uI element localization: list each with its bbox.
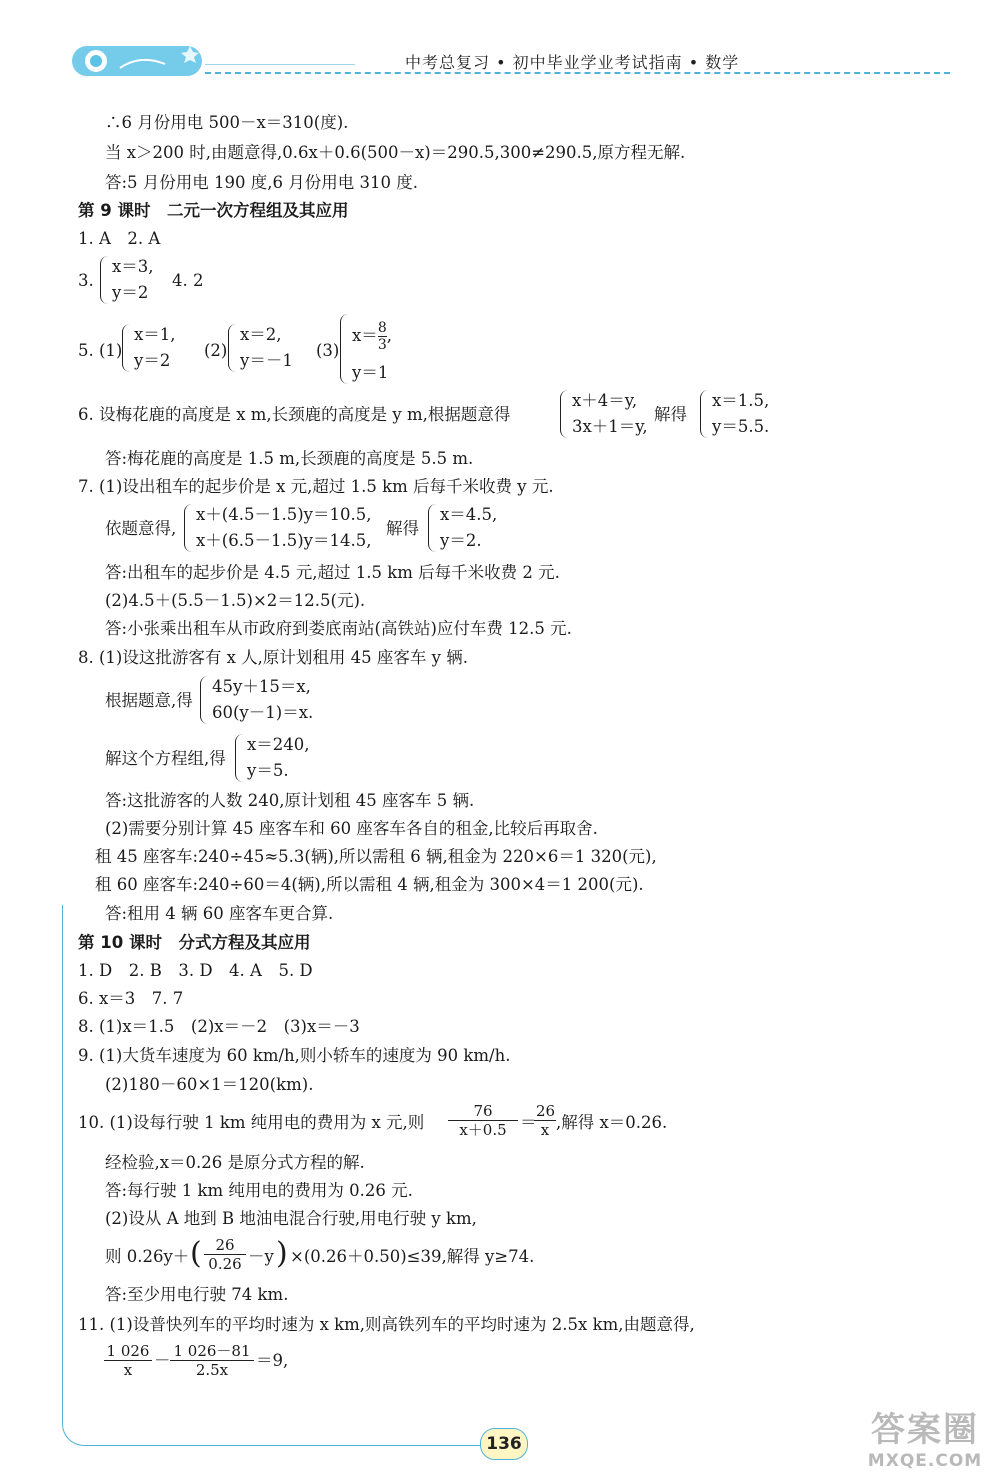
- equation: x＝3,: [112, 257, 154, 276]
- text-line: 解得: [654, 405, 687, 424]
- text-line: 6. x＝3 7. 7: [78, 989, 184, 1008]
- text-line: －: [154, 1351, 171, 1370]
- equation-system: [122, 324, 192, 372]
- equation-system: [235, 734, 325, 782]
- equation: y＝2: [112, 283, 149, 302]
- text-line: 8. (1)x＝1.5 (2)x＝－2 (3)x＝－3: [78, 1017, 360, 1036]
- text-line: ＝: [520, 1113, 537, 1132]
- equation: x＝240,: [247, 735, 310, 754]
- equation-system: [100, 256, 160, 304]
- equation: 3x＋1＝y,: [572, 417, 648, 436]
- equation-system: [184, 504, 384, 552]
- page-number: 136: [480, 1428, 528, 1460]
- text-line: 依题意得,: [105, 519, 177, 538]
- text-line: (2): [204, 341, 228, 360]
- fraction: $\frac{76}{x+0.5}$: [448, 1102, 518, 1139]
- page-header: [0, 0, 1000, 100]
- equation: y＝5.5.: [712, 417, 770, 436]
- text-line: ,解得 x＝0.26.: [556, 1113, 668, 1132]
- equation: y＝－1: [240, 351, 293, 370]
- fraction: $\frac{26}{x}$: [536, 1102, 556, 1139]
- text-line: 1. D 2. B 3. D 4. A 5. D: [78, 961, 313, 980]
- equation: y＝2.: [440, 531, 482, 550]
- text-line: 答:5 月份用电 190 度,6 月份用电 310 度.: [105, 173, 419, 192]
- text-line: 答:租用 4 辆 60 座客车更合算.: [105, 904, 334, 923]
- text-line: (2)设从 A 地到 B 地油电混合行驶,用电行驶 y km,: [105, 1209, 477, 1228]
- fraction: $\frac{1 026-81}{2.5x}$: [170, 1342, 254, 1379]
- text-line: 当 x＞200 时,由题意得,0.6x＋0.6(500－x)＝290.5,300≠290.5,原方程无解.: [105, 143, 686, 162]
- section-heading: 第 10 课时 分式方程及其应用: [78, 933, 311, 952]
- text-line: 3.: [78, 271, 94, 290]
- equation: x＝4.5,: [440, 505, 498, 524]
- equation: x＝2,: [240, 325, 282, 344]
- equation: 60(y－1)＝x.: [212, 703, 314, 722]
- text-line: 8. (1)设这批游客有 x 人,原计划租用 45 座客车 y 辆.: [78, 648, 468, 667]
- equation: x＝1.5,: [712, 391, 770, 410]
- header-accent-line: [205, 64, 355, 65]
- text-line: 6. 设梅花鹿的高度是 x m,长颈鹿的高度是 y m,根据题意得: [78, 405, 511, 424]
- text-line: 答:这批游客的人数 240,原计划租 45 座客车 5 辆.: [105, 791, 475, 810]
- text-line: 租 45 座客车:240÷45≈5.3(辆),所以需租 6 辆,租金为 220×6＝1 320(元),: [95, 847, 657, 866]
- text-line: 7. (1)设出租车的起步价是 x 元,超过 1.5 km 后每千米收费 y 元.: [78, 477, 554, 496]
- equation-system: [560, 390, 650, 438]
- equation-system: [700, 390, 780, 438]
- text-line: ＝9,: [256, 1351, 289, 1370]
- text-line: 9. (1)大货车速度为 60 km/h,则小轿车的速度为 90 km/h.: [78, 1046, 511, 1065]
- equation: y＝5.: [247, 761, 289, 780]
- header-logo-icon: [70, 42, 210, 82]
- text-line: 答:每行驶 1 km 纯用电的费用为 0.26 元.: [105, 1181, 413, 1200]
- text-line: 答:小张乘出租车从市政府到娄底南站(高铁站)应付车费 12.5 元.: [105, 619, 572, 638]
- equation: y＝2: [134, 351, 171, 370]
- text-line: 解得: [386, 519, 419, 538]
- equation: y＝1: [352, 363, 389, 382]
- equation: x＋4＝y,: [572, 391, 638, 410]
- section-heading: 第 9 课时 二元一次方程组及其应用: [78, 201, 349, 220]
- fraction: $\frac{1 026}{x}$: [104, 1342, 152, 1379]
- text-line: 经检验,x＝0.26 是原分式方程的解.: [105, 1153, 365, 1172]
- footer-rule: [62, 1415, 503, 1446]
- text-line: 租 60 座客车:240÷60＝4(辆),所以需租 4 辆,租金为 300×4＝1 200(元).: [95, 875, 644, 894]
- text-line: 4. 2: [172, 271, 204, 290]
- equation-system: [428, 504, 508, 552]
- text-line: 答:梅花鹿的高度是 1.5 m,长颈鹿的高度是 5.5 m.: [105, 449, 474, 468]
- text-line: 解这个方程组,得: [105, 749, 226, 768]
- equation-system: [200, 676, 330, 724]
- text-line: (3): [316, 341, 340, 360]
- margin-rule: [62, 905, 63, 1415]
- right-paren: ): [276, 1236, 288, 1271]
- watermark-logo: 答案圈 MXQE.COM: [867, 1410, 983, 1471]
- header-title: 中考总复习 • 初中毕业学业考试指南 • 数学: [405, 53, 740, 72]
- text-line: －y: [248, 1247, 274, 1266]
- text-line: 5. (1): [78, 341, 123, 360]
- text-line: 1. A 2. A: [78, 229, 161, 248]
- left-paren: (: [190, 1236, 202, 1271]
- text-line: 答:至少用电行驶 74 km.: [105, 1285, 289, 1304]
- equation: x＝1,: [134, 325, 176, 344]
- equation: x＋(6.5－1.5)y＝14.5,: [196, 531, 372, 550]
- equation: x＝ $\frac{8}{3}$ ,: [352, 320, 392, 353]
- text-line: ∴6 月份用电 500－x＝310(度).: [105, 113, 349, 132]
- text-line: 则 0.26y＋: [105, 1247, 190, 1266]
- equation-system: [340, 314, 430, 384]
- text-line: 11. (1)设普快列车的平均时速为 x km,则高铁列车的平均时速为 2.5x km,由题意得,: [78, 1315, 695, 1334]
- equation: 45y＋15＝x,: [212, 677, 311, 696]
- fraction: $\frac{26}{0.26}$: [204, 1236, 246, 1273]
- text-line: 10. (1)设每行驶 1 km 纯用电的费用为 x 元,则: [78, 1113, 425, 1132]
- text-line: 答:出租车的起步价是 4.5 元,超过 1.5 km 后每千米收费 2 元.: [105, 563, 560, 582]
- text-line: ×(0.26＋0.50)≤39,解得 y≥74.: [290, 1247, 535, 1266]
- text-line: 根据题意,得: [105, 691, 193, 710]
- text-line: (2)180－60×1＝120(km).: [105, 1075, 314, 1094]
- text-line: (2)4.5＋(5.5－1.5)×2＝12.5(元).: [105, 591, 366, 610]
- equation-system: [228, 324, 308, 372]
- text-line: (2)需要分别计算 45 座客车和 60 座客车各自的租金,比较后再取舍.: [105, 819, 598, 838]
- equation: x＋(4.5－1.5)y＝10.5,: [196, 505, 372, 524]
